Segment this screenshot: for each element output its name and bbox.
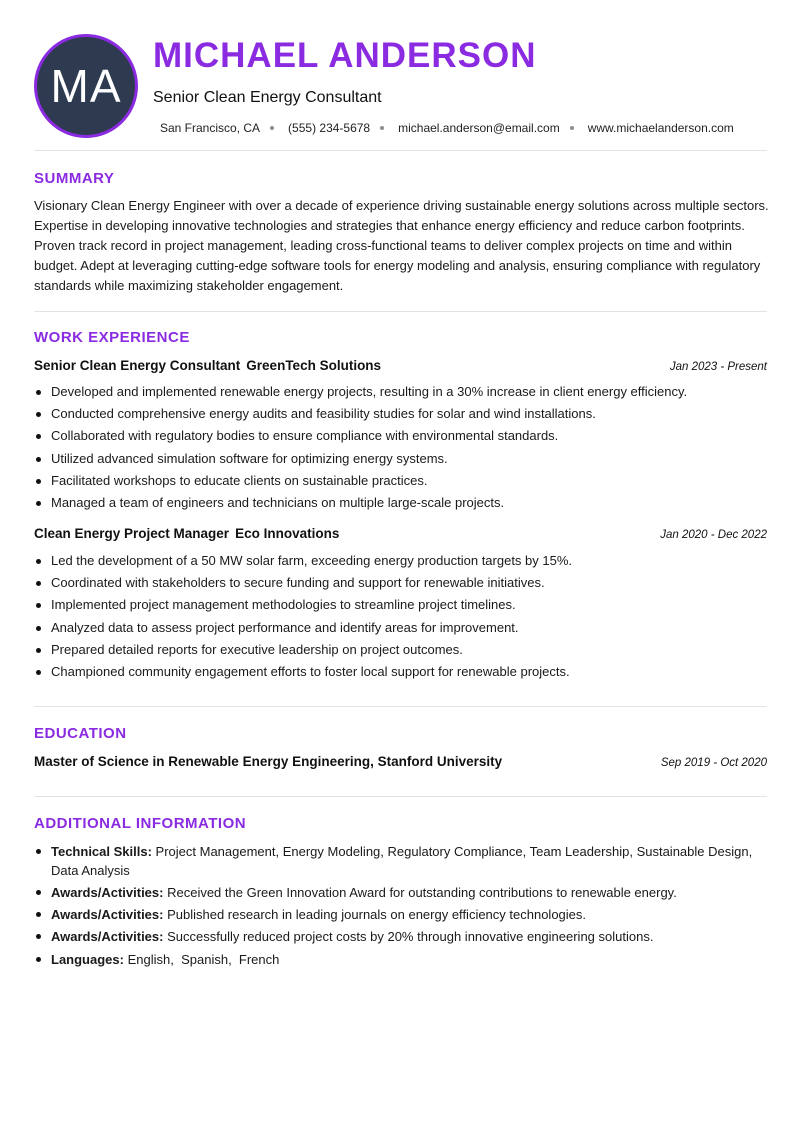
list-item [34, 905, 769, 924]
contact-separator-dot [570, 126, 574, 130]
contact-bar [160, 121, 734, 135]
info-text: Received the Green Innovation Award for outstanding contributions to renewable energy. [167, 885, 677, 900]
work-experience-heading: WORK EXPERIENCE [34, 329, 190, 346]
job-title: Senior Clean Energy Consultant [34, 358, 241, 373]
summary-heading: SUMMARY [34, 170, 115, 187]
contact-phone[interactable]: (555) 234-5678 [288, 121, 371, 135]
avatar-initials: MA [50, 60, 122, 112]
education-heading: EDUCATION [34, 725, 127, 742]
candidate-role: Senior Clean Energy Consultant [153, 89, 382, 106]
job-header [34, 526, 767, 541]
language: Spanish , [181, 952, 239, 967]
candidate-name: MICHAEL ANDERSON [153, 36, 537, 75]
section-divider [34, 796, 767, 797]
job-company: Eco Innovations [235, 526, 340, 541]
job-date: Jan 2023 - Present [669, 361, 767, 373]
contact-separator-dot [270, 126, 274, 130]
job-header [34, 358, 767, 373]
education-degree: Master of Science in Renewable Energy Engineering, Stanford University [34, 754, 503, 769]
job-title: Clean Energy Project Manager [34, 526, 230, 541]
info-label: Awards/Activities: [51, 929, 164, 944]
section-divider [34, 311, 767, 312]
additional-info-list [34, 842, 769, 972]
contact-website[interactable]: www.michaelanderson.com [587, 121, 734, 135]
list-item: Conducted comprehensive energy audits and feasibility studies for solar and wind installations. [34, 405, 769, 427]
job-bullets [34, 383, 769, 516]
list-item: Collaborated with regulatory bodies to ensure compliance with environmental standards. [34, 427, 769, 449]
contact-location: San Francisco, CA [160, 121, 261, 135]
list-item: Prepared detailed reports for executive leadership on project outcomes. [34, 641, 769, 663]
list-item: Managed a team of engineers and technicians on multiple large-scale projects. [34, 494, 769, 516]
list-item: Analyzed data to assess project performance and identify areas for improvement. [34, 619, 769, 641]
list-item [34, 842, 769, 880]
list-item: Developed and implemented renewable energy projects, resulting in a 30% increase in client energy efficiency. [34, 383, 769, 405]
language: English , [128, 952, 181, 967]
list-item: Facilitated workshops to educate clients on sustainable practices. [34, 472, 769, 494]
job-date: Jan 2020 - Dec 2022 [660, 529, 767, 541]
language: French [238, 952, 280, 967]
summary-text: Visionary Clean Energy Engineer with over a decade of experience driving sustainable energy solutions across multiple sectors. Expertise in developing innovative technologies and strategies that enhance energy efficiency and reduce carbon footprints. Proven track record in project management, leading cross-functional teams to deliver complex projects on time and within budget. Adept at leveraging cutting-edge software tools for energy modeling and analysis, ensuring compliance with regulatory standards while maximizing stakeholder engagement. [34, 198, 769, 293]
list-item: Implemented project management methodologies to streamline project timelines. [34, 596, 769, 618]
info-label: Awards/Activities: [51, 885, 164, 900]
additional-info-heading: ADDITIONAL INFORMATION [34, 815, 247, 832]
job-title-line [34, 526, 339, 541]
info-label: Awards/Activities: [51, 907, 164, 922]
info-label: Technical Skills: [51, 844, 152, 859]
list-item: Utilized advanced simulation software for optimizing energy systems. [34, 450, 769, 472]
info-text: Published research in leading journals on energy efficiency technologies. [167, 907, 587, 922]
contact-email[interactable]: michael.anderson@email.com [398, 121, 560, 135]
job-bullets [34, 552, 769, 685]
section-divider [34, 150, 767, 151]
section-divider [34, 706, 767, 707]
info-text: Successfully reduced project costs by 20% through innovative engineering solutions. [167, 929, 654, 944]
education-entry [34, 754, 767, 769]
resume-header [0, 0, 800, 150]
list-item: Championed community engagement efforts to foster local support for renewable projects. [34, 663, 769, 685]
list-item [34, 950, 769, 969]
info-text: Project Management, Energy Modeling, Regulatory Compliance, Team Leadership, Sustainable Design, Data Analysis [51, 844, 753, 878]
contact-separator-dot [380, 126, 384, 130]
education-date: Sep 2019 - Oct 2020 [660, 757, 767, 769]
list-item: Led the development of a 50 MW solar farm, exceeding energy production targets by 15%. [34, 552, 769, 574]
languages-label: Languages: [51, 952, 124, 967]
job-company: GreenTech Solutions [246, 358, 382, 373]
job-title-line [34, 358, 381, 373]
list-item [34, 927, 769, 946]
list-item: Coordinated with stakeholders to secure funding and support for renewable initiatives. [34, 574, 769, 596]
avatar [34, 34, 138, 138]
list-item [34, 883, 769, 902]
